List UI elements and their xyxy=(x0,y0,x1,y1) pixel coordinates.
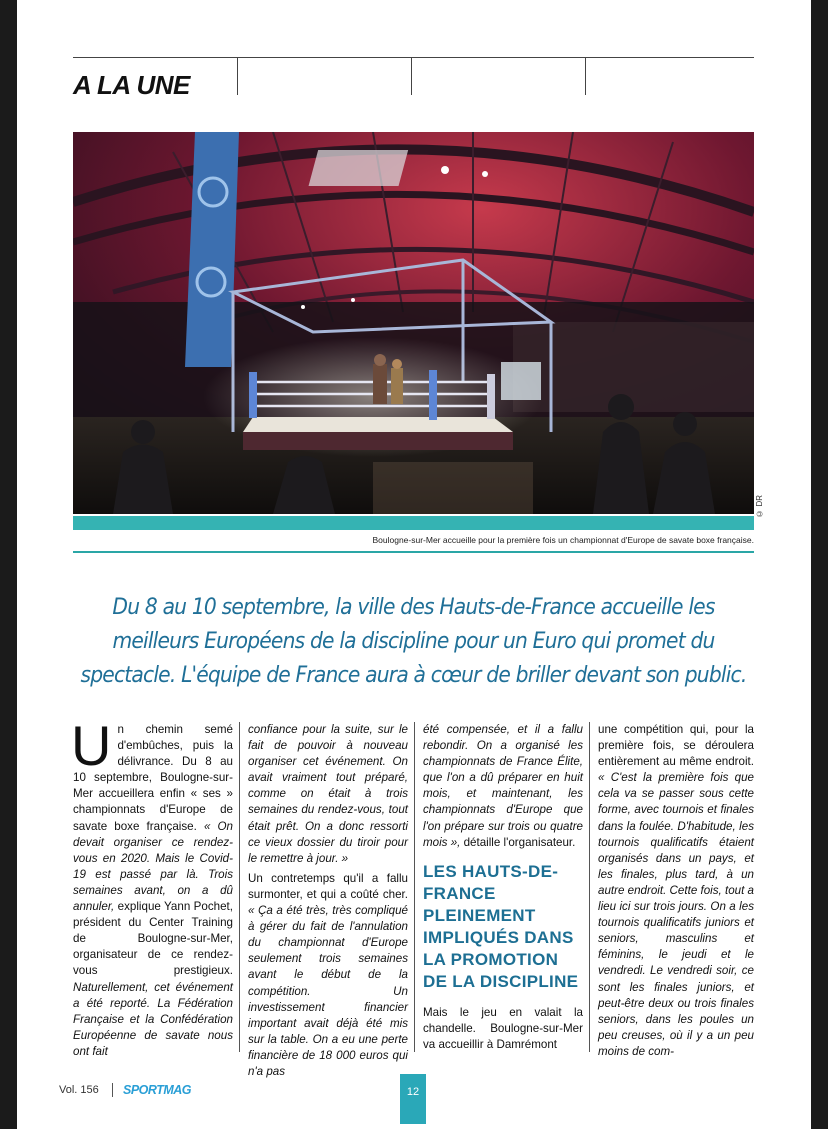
lead-paragraph: Du 8 au 10 septembre, la ville des Hauts-de-France accueille les meilleurs Européens de la discipline pour un Euro qui promet du spectacle. L'équipe de France aura à cœur de briller devant son public. xyxy=(80,594,747,688)
drop-cap: U xyxy=(71,714,112,777)
quote-text: Naturellement, cet événement a été reporté. La Fédération Française et la Confédération Européenne de savate nous ont fait xyxy=(73,980,233,1058)
body-text: explique Yann Pochet, président du Center Training de Boulogne-sur-Mer, organisateur de ce rendez-vous prestigieux. xyxy=(73,900,233,978)
article-column-4 xyxy=(598,722,754,1060)
header-divider xyxy=(411,57,412,95)
page-number: 12 xyxy=(400,1074,426,1124)
body-text: n chemin semé d'embûches, puis la délivrance. Du 8 au 10 septembre, Boulogne-sur-Mer accueillera enfin « ses » championnats d'Europe de savate boxe française. xyxy=(73,723,233,833)
header-divider xyxy=(585,57,586,95)
caption-band xyxy=(73,516,754,530)
quote-text: confiance pour la suite, sur le fait de pouvoir à nouveau organiser cet événement. On avait vraiment tout préparé, comme on était à trois semaines du rendez-vous, tout était prêt. On a donc ressorti ce vieux dossier du tiroir pour le remettre à jour. » xyxy=(248,723,408,865)
magazine-logo: SPORTMAG xyxy=(123,1083,191,1097)
article-column-3 xyxy=(423,722,583,1053)
magazine-page xyxy=(17,0,811,1129)
body-text: Un contretemps qu'il a fallu surmonter, et qui a coûté cher. xyxy=(248,871,408,901)
header-divider xyxy=(237,57,238,95)
column-divider xyxy=(414,722,415,1052)
volume-number: Vol. 156 xyxy=(59,1084,99,1096)
photo-caption: Boulogne-sur-Mer accueille pour la première fois un championnat d'Europe de savate boxe française. xyxy=(372,535,754,545)
boxing-ring-illustration xyxy=(73,132,754,514)
body-text: Mais le jeu en valait la chandelle. Boulogne-sur-Mer va accueillir à Damrémont xyxy=(423,1005,583,1051)
body-text: détaille l'organisateur. xyxy=(460,835,576,849)
caption-rule xyxy=(73,551,754,553)
column-divider xyxy=(589,722,590,1052)
body-text: une compétition qui, pour la première fois, se déroulera entièrement au même endroit. xyxy=(598,723,754,769)
arena-photo xyxy=(73,132,754,514)
quote-text: « C'est la première fois que cela va se passer sous cette forme, avec tournois et finales dans la foulée. D'habitude, les tournois qualificatifs étaient organisés dans un pays, et les finales, plus tard, à un autre endroit. Cette fois, tout a lieu ici sur trois jours. On a les tournois qualificatifs juniors et seniors, masculins et féminins, le jeudi et le vendredi. Le vendredi soir, ce sont les finales juniors, et peut-être deux ou trois finales seniors, dans les poules un peu creuses, où il y a un peu moins de com- xyxy=(598,771,754,1058)
column-divider xyxy=(239,722,240,1052)
quote-text: été compensée, et il a fallu rebondir. On a organisé les championnats de France Élite, que l'on a dû préparer en huit mois, et maintenant, les championnats d'Europe que l'on prépare sur trois ou quatre mois », xyxy=(423,723,583,849)
top-rule xyxy=(73,57,754,58)
quote-text: « On devait organiser ce rendez-vous en 2020. Mais le Covid-19 est passé par là. Trois semaines avant, on a dû annuler, xyxy=(73,819,233,914)
article-column-1 xyxy=(71,714,233,1060)
footer-divider xyxy=(112,1083,113,1097)
quote-text: « Ça a été très, très compliqué à gérer du fait de l'annulation du championnat d'Europe seulement trois semaines avant le début de la compétition. Un investissement financier important avait déjà été mis sur la table. On a eu une perte financière de 18 000 euros qui n'a pas xyxy=(248,904,408,1078)
article-column-2 xyxy=(248,722,408,1080)
photo-credit: © DR xyxy=(755,495,764,518)
article-subheading: LES HAUTS-DE-FRANCE PLEINEMENT IMPLIQUÉS DANS LA PROMOTION DE LA DISCIPLINE xyxy=(423,861,579,991)
section-title: A LA UNE xyxy=(73,70,190,100)
